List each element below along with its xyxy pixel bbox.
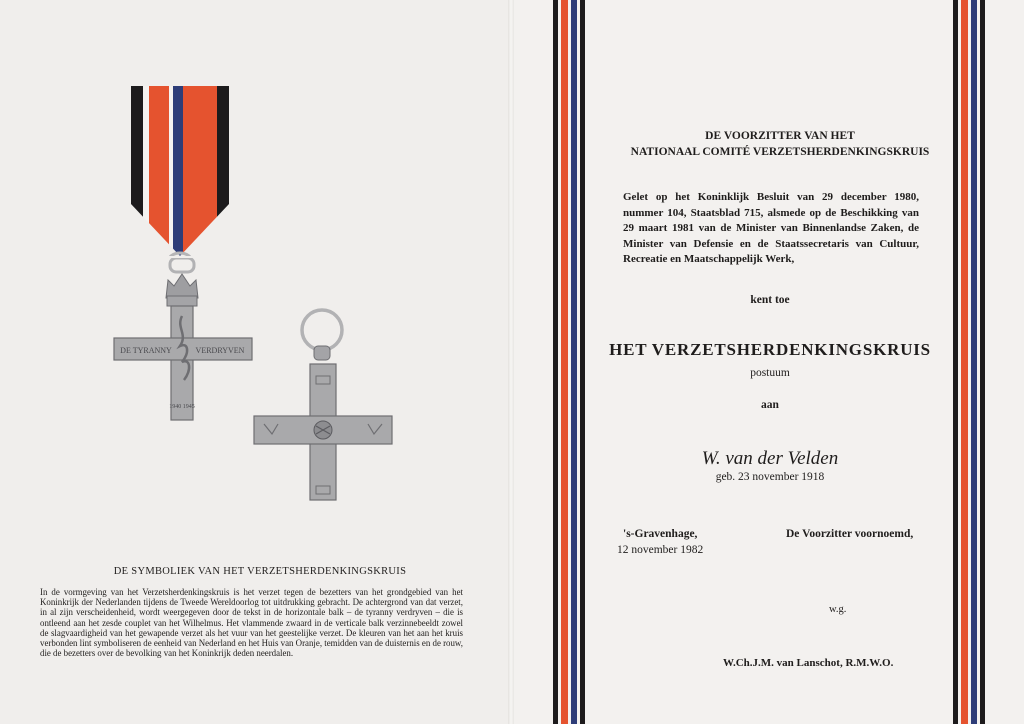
page-fold [508,0,514,724]
aan: aan [761,399,779,411]
signatory: W.Ch.J.M. van Lanschot, R.M.W.O. [723,657,894,669]
header-line-2: NATIONAAL COMITÉ VERZETSHERDENKINGSKRUIS [630,145,930,158]
medal-years: 1940 1945 [169,404,195,410]
recipient-name: W. van der Velden [701,448,839,469]
symbolism-title: DE SYMBOLIEK VAN HET VERZETSHERDENKINGSKRUIS [113,566,407,577]
right-flag-border [953,0,985,724]
right-page [512,0,1024,724]
postuum: postuum [750,367,790,379]
issue-place: 's-Gravenhage, [623,528,698,540]
kent-toe: kent toe [750,294,790,306]
award-title: HET VERZETSHERDENKINGSKRUIS [609,340,931,359]
left-flag-border [553,0,585,724]
medal-inscription-left: DE TYRANNY [120,346,172,355]
certificate-header [600,129,960,160]
medal-inscription-right: VERDRYVEN [195,346,245,355]
medal-back [250,306,396,506]
symbolism-text: In de vormgeving van het Verzetsherdenkingskruis is het verzet tegen de bezetters van het grondgebied van het Koninkrijk der Nederlanden tijdens de Tweede Wereldoorlog tot uitdrukking gebracht. De achtergrond van dat verzet, in al zijn verscheidenheid, wordt weergegeven door de tekst in de horizontale balk – de tyranny verdryven – die is ontleend aan het zesde couplet van het Wilhelmus. Het vlammende zwaard in de verticale balk verzinnebeeldt zowel de slagvaardigheid van het gewapende verzet als het vuur van het geestelijke verzet. De kleuren van het aan het kruis verbonden lint symboliseren de eenheid van Nederland en het Huis van Oranje, temidden van de duisternis en de rouw, die de bezetters over de bevolking van het Koninkrijk deden neerdalen. [40,587,463,659]
medal-ribbon [131,86,229,256]
issue-date: 12 november 1982 [617,544,704,556]
wg-mark: w.g. [829,604,847,615]
header-line-1: DE VOORZITTER VAN HET [705,130,855,142]
recipient-born: geb. 23 november 1918 [715,471,825,483]
legal-basis-text: Gelet op het Koninklijk Besluit van 29 december 1980, nummer 104, Staatsblad 715, alsmede op de Beschikking van 29 maart 1981 van de Minister van Binnenlandse Zaken, de Minister van Defensie en de Staatssecretaris van Cultuur, Recreatie en Maatschappelijk Werk, [623,191,919,265]
chairman-label: De Voorzitter voornoemd, [786,528,914,540]
medal-front [110,258,256,424]
